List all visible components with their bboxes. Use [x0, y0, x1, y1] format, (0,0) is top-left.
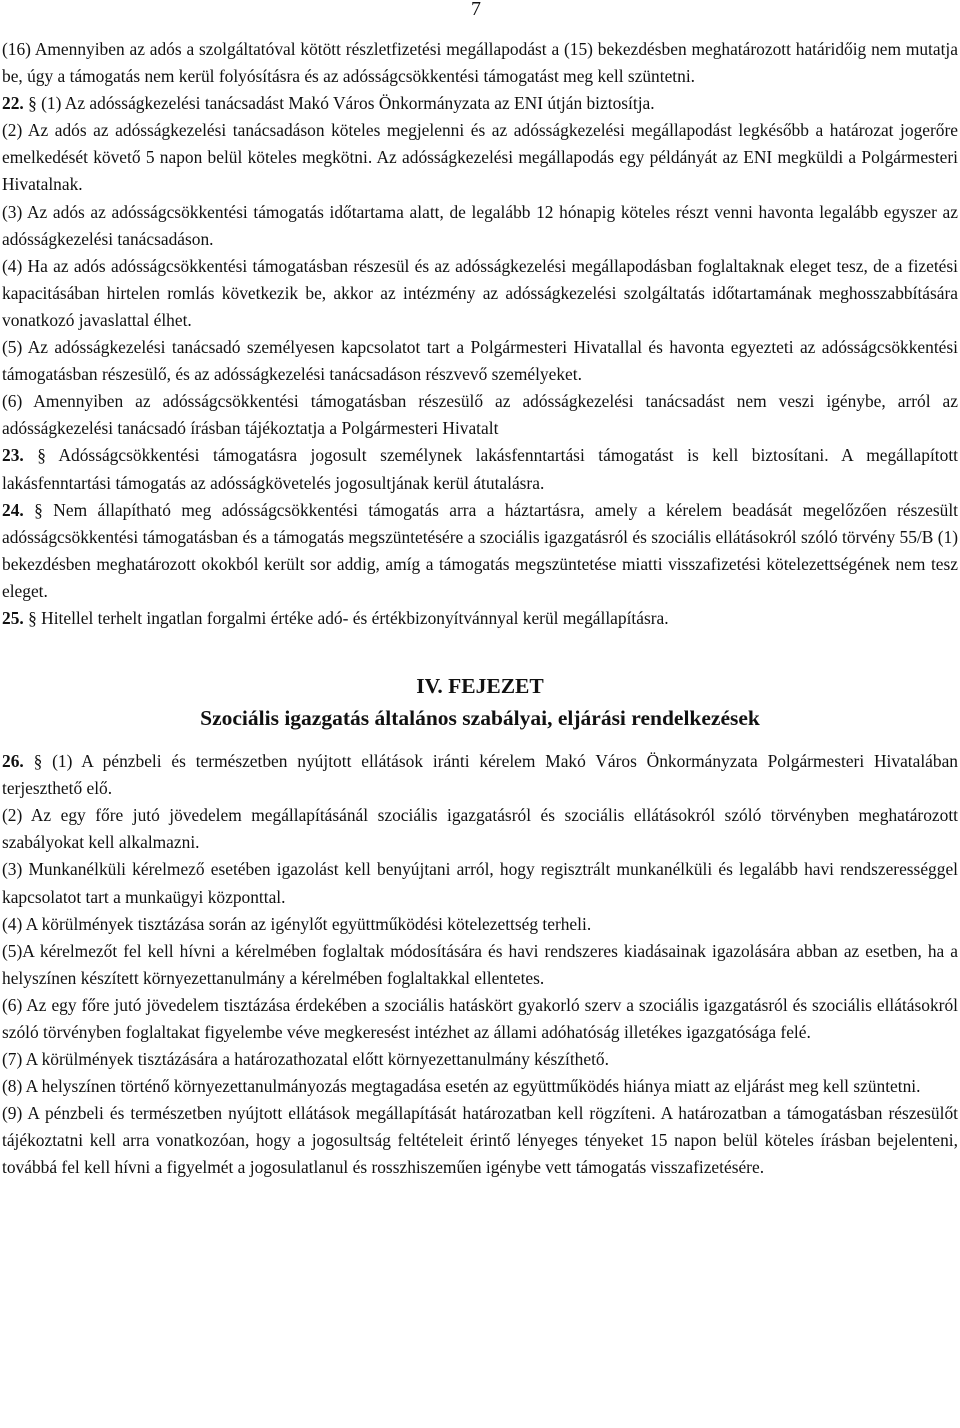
paragraph: (16) Amennyiben az adós a szolgáltatóval kötött részletfizetési megállapodást a (15) bekezdésben meghatározott határidőig nem mutatja be, úgy a támogatás nem kerül folyósításra és az adósságcsökkentési támogatást meg kell szüntetni. [2, 39, 958, 87]
section-number: 23. [2, 445, 24, 466]
section-number: 24. [2, 499, 24, 520]
paragraph: (2) Az egy főre jutó jövedelem megállapításánál szociális igazgatásról és szociális ellátásokról szóló törvényben meghatározott szabályokat kell alkalmazni. [2, 805, 958, 853]
document-body [2, 36, 958, 1182]
paragraph: 26. § (1) A pénzbeli és természetben nyújtott ellátások iránti kérelem Makó Város Önkormányzata Polgármesteri Hivatalában terjeszthető elő. [2, 751, 958, 799]
section-number: 25. [2, 607, 24, 628]
paragraph: 22. § (1) Az adósságkezelési tanácsadást Makó Város Önkormányzata az ENI útján biztosítja. [2, 93, 655, 114]
paragraph: 23. § Adósságcsökkentési támogatásra jogosult személynek lakásfenntartási támogatást is kell biztosítani. A megállapított lakásfenntartási támogatás az adósságkövetelés jogosultjának kerül átutalásra. [2, 445, 958, 493]
paragraph: (3) Munkanélküli kérelmező esetében igazolást kell benyújtani arról, hogy regisztrált munkanélküli és legalább havi rendszerességgel kapcsolatot tart a munkaügyi központtal. [2, 859, 958, 907]
paragraph: 25. § Hitellel terhelt ingatlan forgalmi értéke adó- és értékbizonyítvánnyal kerül megállapításra. [2, 607, 669, 628]
paragraph: (8) A helyszínen történő környezettanulmányozás megtagadása esetén az együttműködés hiánya miatt az eljárást meg kell szüntetni. [2, 1076, 921, 1097]
paragraph: (2) Az adós az adósságkezelési tanácsadáson köteles megjelenni és az adósságkezelési megállapodást legkésőbb a határozat jogerőre emelkedését követő 5 napon belül köteles megkötni. Az adósságkezelési megállapodás egy példányát az ENI megküldi a Polgármesteri Hivatalnak. [2, 120, 958, 195]
paragraph: (9) A pénzbeli és természetben nyújtott ellátások megállapítását határozatban kell rögzíteni. A határozatban a támogatásban részesülőt tájékoztatni kell arra vonatkozóan, hogy a jogosultság feltételeit érintő lényeges tényeket 15 napon belül köteles írásban bejelenteni, továbbá fel kell hívni a figyelmét a jogosulatlanul és rosszhiszeműen igénybe vett támogatás visszafizetésére. [2, 1103, 958, 1178]
paragraph: (6) Az egy főre jutó jövedelem tisztázása érdekében a szociális hatáskört gyakorló szerv a szociális igazgatásról és szociális ellátásokról szóló törvényben foglaltakat figyelembe véve megkeresést intézhet az állami adóhatóság illetékes igazgatósága felé. [2, 994, 958, 1042]
paragraph: 24. § Nem állapítható meg adósságcsökkentési támogatás arra a háztartásra, amely a kérelem beadását megelőzően részesült adósságcsökkentési támogatásban és a támogatás megszüntetésére a szociális igazgatásról és szociális ellátásokról szóló törvény 55/B (1) bekezdésben meghatározott okokból került sor addig, amíg a támogatás megszüntetése miatti visszafizetési kötelezettségének nem tesz eleget. [2, 499, 958, 601]
paragraph: (6) Amennyiben az adósságcsökkentési támogatásban részesülő az adósságkezelési tanácsadást nem veszi igénybe, arról az adósságkezelési tanácsadó írásban tájékoztatja a Polgármesteri Hivatalt [2, 391, 958, 439]
paragraph: (4) A körülmények tisztázása során az igénylőt együttműködési kötelezettség terheli. [2, 913, 592, 934]
paragraph: (4) Ha az adós adósságcsökkentési támogatásban részesül és az adósságkezelési megállapodásban foglaltaknak eleget tesz, de a fizetési kapacitásában hirtelen romlás következik be, akkor az intézmény az adósságkezelési szolgáltatás időtartamának meghosszabbítására vonatkozó javaslattal élhet. [2, 255, 958, 330]
section-number: 26. [2, 751, 24, 772]
paragraph: (5)A kérelmezőt fel kell hívni a kérelmében foglaltak módosítására és havi rendszeres kiadásainak igazolására abban az esetben, ha a helyszínen készített környezettanulmány a kérelmében foglaltakkal ellentetes. [2, 940, 958, 988]
paragraph: (3) Az adós az adósságcsökkentési támogatás időtartama alatt, de legalább 12 hónapig köteles részt venni havonta legalább egyszer az adósságkezelési tanácsadáson. [2, 201, 958, 249]
paragraph: (7) A körülmények tisztázására a határozathozatal előtt környezettanulmány készíthető. [2, 1049, 609, 1070]
page-number: 7 [471, 0, 481, 20]
paragraph: (5) Az adósságkezelési tanácsadó személyesen kapcsolatot tart a Polgármesteri Hivatallal és havonta egyezteti az adósságcsökkentési támogatásban részesülő, és az adósságkezelési tanácsadáson részvevő személyeket. [2, 337, 958, 385]
chapter-title: Szociális igazgatás általános szabályai, eljárási rendelkezések [200, 706, 760, 731]
chapter-number: IV. FEJEZET [416, 674, 544, 699]
section-number: 22. [2, 93, 24, 114]
